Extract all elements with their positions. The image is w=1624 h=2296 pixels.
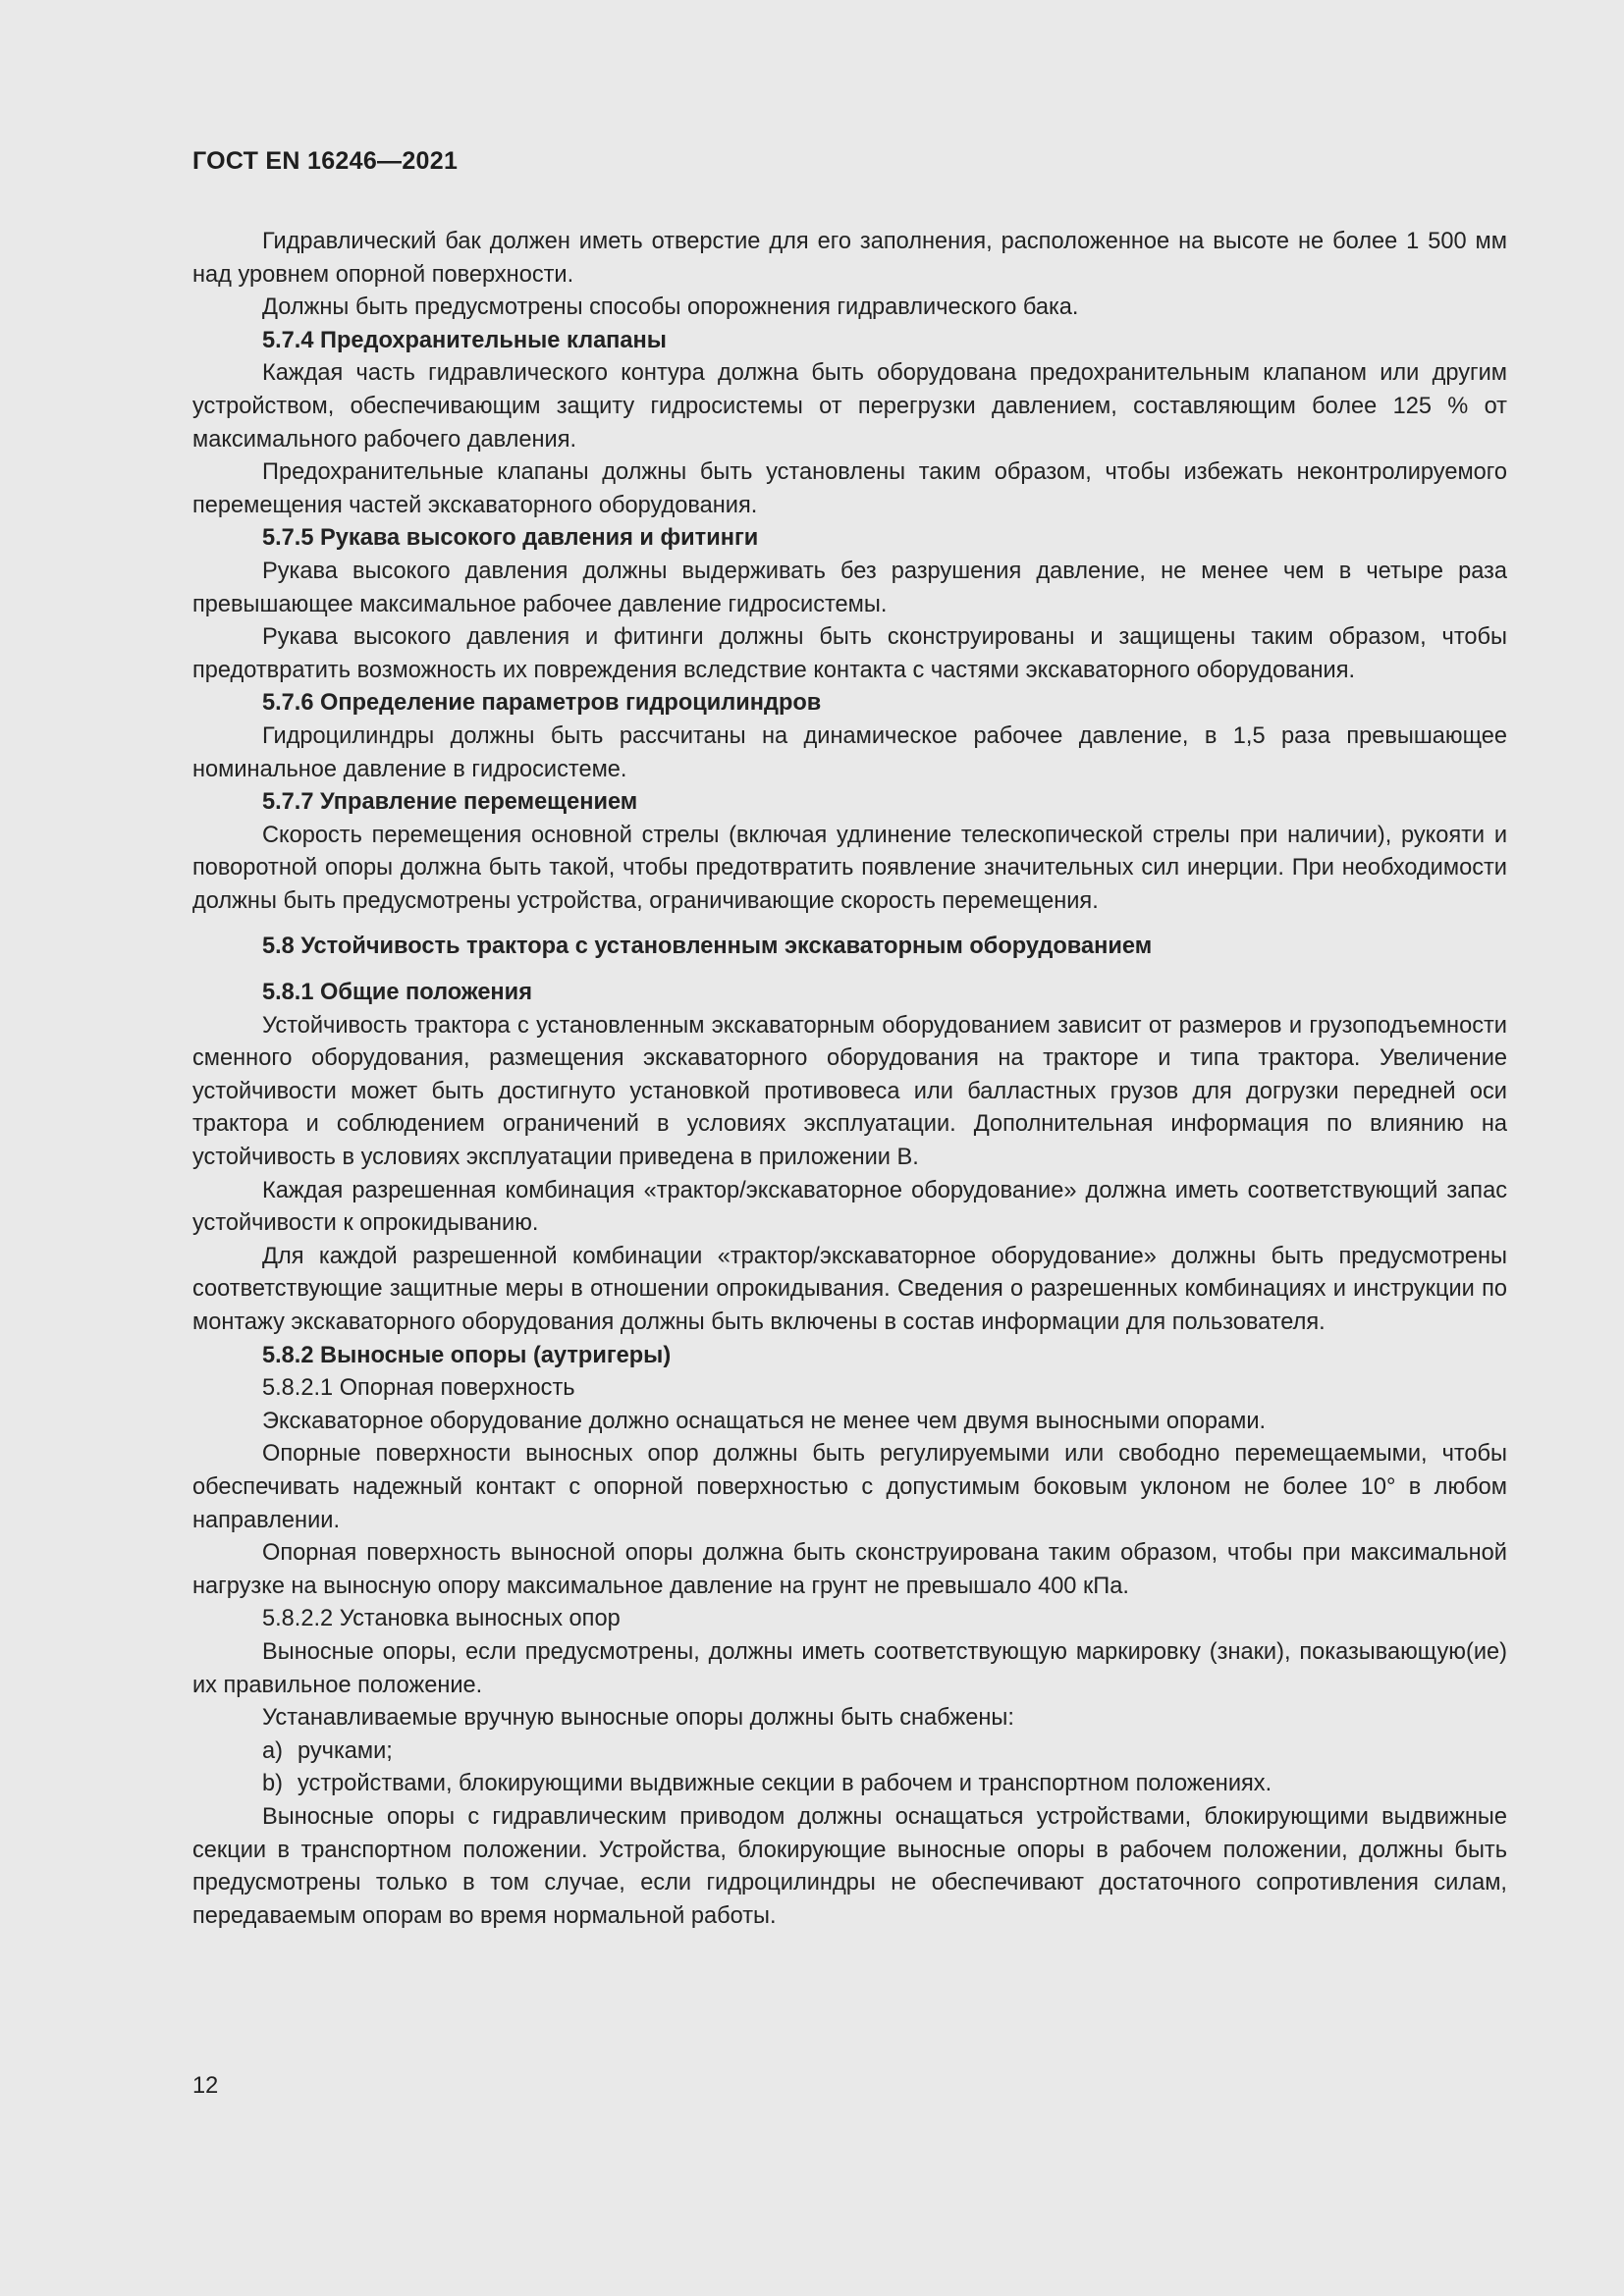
- paragraph: Каждая часть гидравлического контура должна быть оборудована предохранительным клапаном или другим устройством, обеспечивающим защиту гидросистемы от перегрузки давлением, составляющим более 125 % от максимального рабочего давления.: [192, 360, 1507, 453]
- subsection-heading-5-8-2-2: 5.8.2.2 Установка выносных опор: [262, 1606, 621, 1632]
- list-item: [192, 1735, 1507, 1769]
- paragraph: Экскаваторное оборудование должно оснащаться не менее чем двумя выносными опорами.: [262, 1408, 1267, 1434]
- section-heading-5-7-4: 5.7.4 Предохранительные клапаны: [262, 327, 667, 353]
- section-heading-5-8-2: 5.8.2 Выносные опоры (аутригеры): [262, 1342, 672, 1368]
- paragraph: Опорная поверхность выносной опоры должна быть сконструирована таким образом, чтобы при максимальной нагрузке на выносную опору максимальное давление на грунт не превышало 400 кПа.: [192, 1540, 1507, 1599]
- list-item: [192, 1768, 1507, 1801]
- subsection-heading-5-8-2-1: 5.8.2.1 Опорная поверхность: [262, 1375, 575, 1402]
- document-code-header: ГОСТ EN 16246—2021: [192, 147, 459, 175]
- section-heading-5-7-5: 5.7.5 Рукава высокого давления и фитинги: [262, 525, 759, 552]
- list-item-text: устройствами, блокирующими выдвижные секции в рабочем и транспортном положениях.: [298, 1771, 1272, 1797]
- page-number: 12: [192, 2073, 219, 2099]
- paragraph: Рукава высокого давления и фитинги должны быть сконструированы и защищены таким образом, чтобы предотвратить возможность их повреждения вследствие контакта с частями экскаваторного оборудования.: [192, 624, 1507, 683]
- paragraph: Предохранительные клапаны должны быть установлены таким образом, чтобы избежать неконтролируемого перемещения частей экскаваторного оборудования.: [192, 459, 1507, 518]
- section-heading-5-7-6: 5.7.6 Определение параметров гидроцилиндров: [262, 690, 822, 717]
- section-heading-5-8: 5.8 Устойчивость трактора с установленным экскаваторным оборудованием: [262, 934, 1153, 960]
- paragraph: Скорость перемещения основной стрелы (включая удлинение телескопической стрелы при наличии), рукояти и поворотной опоры должна быть такой, чтобы предотвратить появление значительных сил инерции. При необходимости должны быть предусмотрены устройства, ограничивающие скорость перемещения.: [192, 822, 1507, 914]
- list-marker: a): [262, 1737, 283, 1764]
- paragraph: Устанавливаемые вручную выносные опоры должны быть снабжены:: [262, 1705, 1014, 1732]
- paragraph: Устойчивость трактора с установленным экскаваторным оборудованием зависит от размеров и грузоподъемности сменного оборудования, размещения экскаваторного оборудования на тракторе и типа трактора. Увеличение устойчивости может быть достигнуто установкой противовеса или балластных грузов для догрузки передней оси трактора и соблюдением ограничений в условиях эксплуатации. Дополнительная информация по влиянию на устойчивость в условиях эксплуатации приведена в приложении B.: [192, 1012, 1507, 1171]
- list-marker: b): [262, 1771, 283, 1797]
- paragraph: Выносные опоры, если предусмотрены, должны иметь соответствующую маркировку (знаки), показывающую(ие) их правильное положение.: [192, 1638, 1507, 1698]
- paragraph: Для каждой разрешенной комбинации «трактор/экскаваторное оборудование» должны быть предусмотрены соответствующие защитные меры в отношении опрокидывания. Сведения о разрешенных комбинациях и инструкции по монтажу экскаваторного оборудования должны быть включены в состав информации для пользователя.: [192, 1243, 1507, 1335]
- paragraph: Опорные поверхности выносных опор должны быть регулируемыми или свободно перемещаемыми, чтобы обеспечивать надежный контакт с опорной поверхностью с допустимым боковым уклоном не более 10° в любом направлении.: [192, 1441, 1507, 1533]
- list-item-text: ручками;: [298, 1737, 393, 1764]
- paragraph: Рукава высокого давления должны выдерживать без разрушения давление, не менее чем в четыре раза превышающее максимальное рабочее давление гидросистемы.: [192, 558, 1507, 617]
- paragraph: Гидравлический бак должен иметь отверстие для его заполнения, расположенное на высоте не более 1 500 мм над уровнем опорной поверхности.: [192, 229, 1507, 288]
- paragraph: Выносные опоры с гидравлическим приводом должны оснащаться устройствами, блокирующими выдвижные секции в транспортном положении. Устройства, блокирующие выносные опоры в рабочем положении, должны быть предусмотрены только в том случае, если гидроцилиндры не обеспечивают достаточного сопротивления силам, передаваемым опорам во время нормальной работы.: [192, 1803, 1507, 1929]
- section-heading-5-8-1: 5.8.1 Общие положения: [262, 980, 532, 1006]
- paragraph: Гидроцилиндры должны быть рассчитаны на динамическое рабочее давление, в 1,5 раза превышающее номинальное давление в гидросистеме.: [192, 722, 1507, 782]
- section-heading-5-7-7: 5.7.7 Управление перемещением: [262, 789, 638, 816]
- paragraph: Каждая разрешенная комбинация «трактор/экскаваторное оборудование» должна иметь соответствующий запас устойчивости к опрокидыванию.: [192, 1177, 1507, 1237]
- document-body: [192, 226, 1507, 1933]
- paragraph: Должны быть предусмотрены способы опорожнения гидравлического бака.: [262, 294, 1079, 321]
